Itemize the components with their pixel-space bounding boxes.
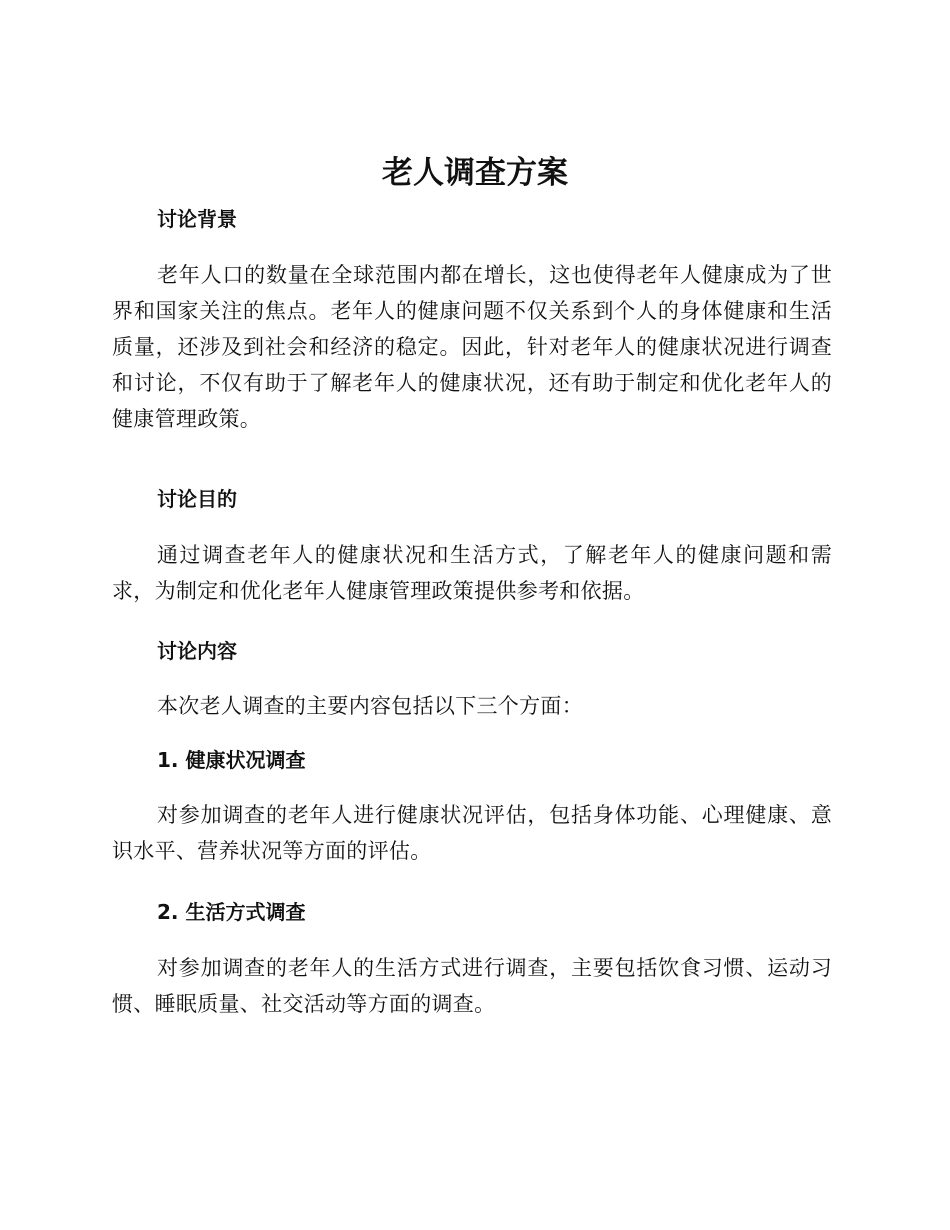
section-heading-content: 讨论内容 — [157, 639, 237, 663]
section-heading-health-survey: 1. 健康状况调查 — [157, 748, 306, 772]
section-paragraph-background: 老年人口的数量在全球范围内都在增长，这也使得老年人健康成为了世界和国家关注的焦点。老年人的健康问题不仅关系到个人的身体健康和生活质量，还涉及到社会和经济的稳定。因此，针对老年人的健康状况进行调查和讨论，不仅有助于了解老年人的健康状况，还有助于制定和优化老年人的健康管理政策。 — [112, 263, 832, 431]
document-title: 老人调查方案 — [382, 155, 568, 191]
section-paragraph-purpose: 通过调查老年人的健康状况和生活方式，了解老年人的健康问题和需求，为制定和优化老年人健康管理政策提供参考和依据。 — [112, 543, 832, 603]
section-paragraph-content: 本次老人调查的主要内容包括以下三个方面： — [157, 694, 583, 718]
section-paragraph-lifestyle-survey: 对参加调查的老年人的生活方式进行调查，主要包括饮食习惯、运动习惯、睡眠质量、社交活动等方面的调查。 — [112, 956, 832, 1016]
section-paragraph-health-survey: 对参加调查的老年人进行健康状况评估，包括身体功能、心理健康、意识水平、营养状况等方面的评估。 — [112, 803, 832, 863]
section-heading-purpose: 讨论目的 — [157, 487, 237, 511]
section-heading-background: 讨论背景 — [157, 207, 237, 231]
section-heading-lifestyle-survey: 2. 生活方式调查 — [157, 900, 306, 924]
